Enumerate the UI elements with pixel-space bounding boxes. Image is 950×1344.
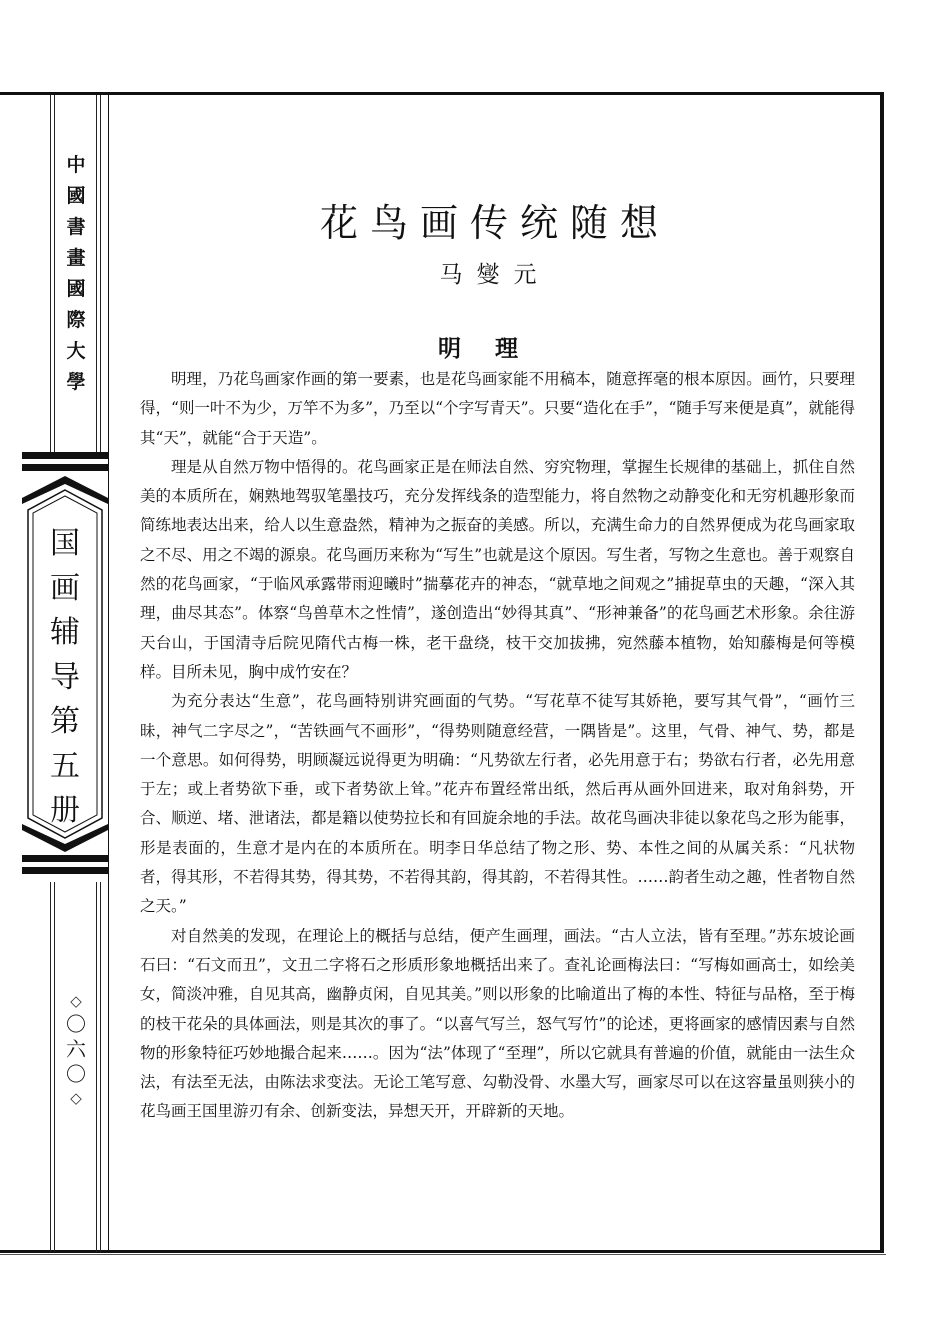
frame-right-border — [880, 92, 884, 1253]
frame-bottom-border — [0, 1250, 884, 1253]
page-number-block — [63, 990, 89, 1109]
page-number: 〇六〇 — [66, 1012, 86, 1086]
section-heading: 明理 — [438, 335, 552, 362]
paragraph: 明理，乃花鸟画家作画的第一要素，也是花鸟画家能不用稿本，随意挥毫的根本原因。画竹，只要理得，“则一叶不为少，万竿不为多”，乃至以“个字写青天”。只要“造化在手”，“随手写来便是真”，就能得其“天”，就能“合于天造”。 — [140, 370, 855, 447]
article-body — [140, 365, 855, 1127]
diamond-ornament-icon: ◇ — [70, 992, 82, 1010]
banner-band — [22, 452, 108, 459]
article-author: 马燮元 — [439, 262, 551, 288]
paragraph: 对自然美的发现，在理论上的概括与总结，便产生画理，画法。“古人立法，皆有至理。”苏东坡论画石曰：“石文而丑”，文丑二字将石之形质形象地概括出来了。查礼论画梅法曰：“写梅如画高士，如绘美女，简淡冲雅，自见其高，幽静贞闲，自见其美。”则以形象的比喻道出了梅的本性、特征与品格，至于梅的枝干花朵的具体画法，则是其次的事了。“以喜气写兰，怒气写竹”的论述，更将画家的感情因素与自然物的形象特征巧妙地撮合起来……。因为“法”体现了“至理”，所以它就具有普遍的价值，就能由一法生众法，有法至无法，由陈法求变法。无论工笔写意、勾勒没骨、水墨大写，画家尽可以在这容量虽则狭小的花鸟画王国里游刃有余、创新变法，异想天开，开辟新的天地。 — [140, 926, 855, 1121]
banner-band — [22, 867, 108, 874]
banner-band — [22, 855, 108, 862]
diamond-ornament-icon: ◇ — [70, 1089, 82, 1107]
series-banner — [22, 452, 108, 882]
frame-bottom-shadow — [0, 1254, 886, 1255]
article-title: 花鸟画传统随想 — [319, 201, 670, 245]
banner-band — [22, 464, 108, 471]
paragraph: 理是从自然万物中悟得的。花鸟画家正是在师法自然、穷究物理，掌握生长规律的基础上，抓住自然美的本质所在，娴熟地驾驭笔墨技巧，充分发挥线条的造型能力，将自然物之动静变化和无穷机趣形象而简练地表达出来，给人以生意盎然，精神为之振奋的美感。所以，充满生命力的自然界便成为花鸟画家取之不尽、用之不竭的源泉。花鸟画历来称为“写生”也就是这个原因。写生者，写物之生意也。善于观察自然的花鸟画家，“于临风承露带雨迎曦时”揣摹花卉的神态，“就草地之间观之”捕捉草虫的天趣，“深入其理，曲尽其态”。体察“鸟兽草木之性情”，遂创造出“妙得其真”、“形神兼备”的花鸟画艺术形象。余往游天台山，于国清寺后院见隋代古梅一株，老干盘绕，枝干交加拔拂，宛然藤本植物，始知藤梅是何等模样。目所未见，胸中成竹安在？ — [140, 457, 855, 681]
paragraph: 为充分表达“生意”，花鸟画特别讲究画面的气势。“写花草不徒写其娇艳，要写其气骨”，“画竹三昧，神气二字尽之”，“苦铁画气不画形”，“得势则随意经营，一隅皆是”。这里，气骨、神气、势，都是一个意思。如何得势，明顾凝远说得更为明确：“凡势欲左行者，必先用意于右；势欲右行者，必先用意于左；或上者势欲下垂，或下者势欲上耸。”花卉布置经常出纸，然后再从画外回进来，取对角斜势，开合、顺逆、堵、泄诸法，都是籍以使势拉长和有回旋余地的手法。故花鸟画决非徒以象花鸟之形为能事，形是表面的，生意才是内在的本质所在。明李日华总结了物之形、势、本性之间的从属关系：“凡状物者，得其形，不若得其势，得其势，不若得其韵，得其韵，不若得其性。……韵者生动之趣，性者物自然之天。” — [140, 692, 855, 916]
series-title: 国画辅导第五册 — [50, 526, 80, 828]
content-divider — [108, 95, 109, 1250]
university-name: 中國書畫國際大學 — [66, 154, 86, 393]
frame-top-border — [0, 92, 884, 95]
